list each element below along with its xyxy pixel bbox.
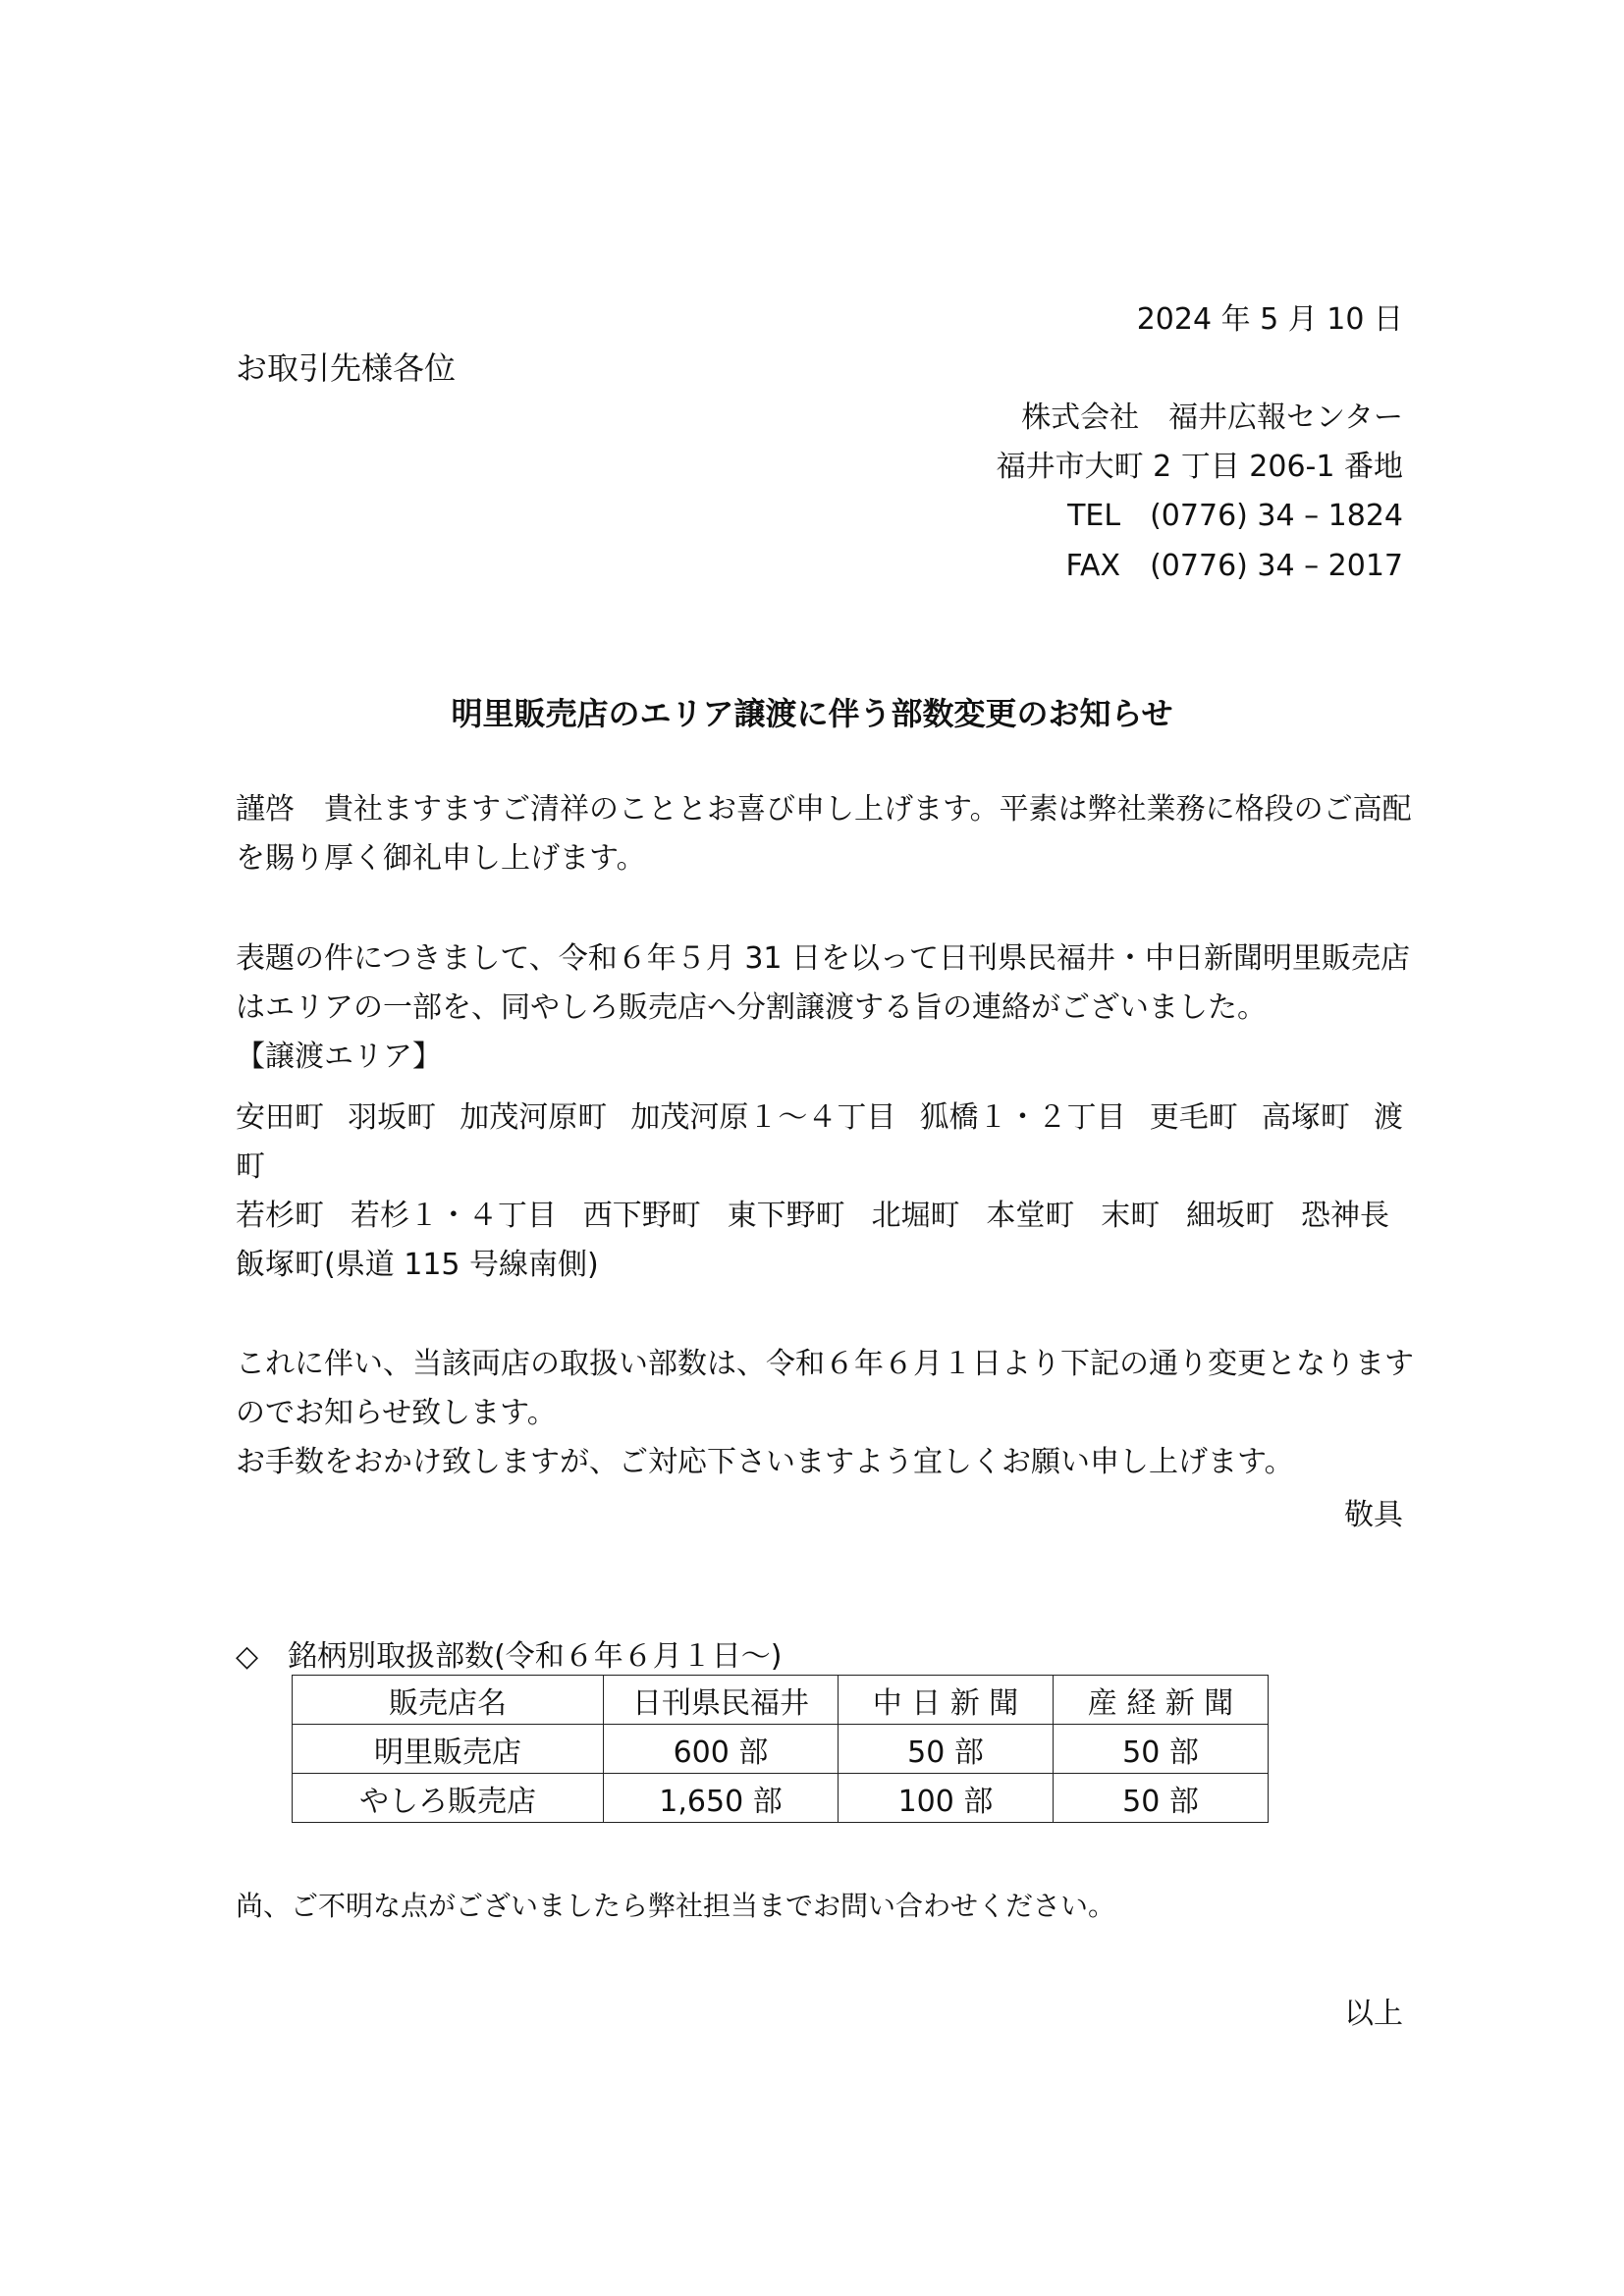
area-item: 更毛町 <box>1149 1100 1238 1135</box>
table-cell-value: 50 部 <box>1054 1774 1269 1823</box>
area-list-row-3: 飯塚町(県道 115 号線南側) <box>236 1248 599 1282</box>
area-item: 羽坂町 <box>348 1100 437 1135</box>
area-item: 若杉町 <box>236 1199 324 1233</box>
sender-company: 株式会社 福井広報センター <box>1021 400 1403 435</box>
change-line-3: お手数をおかけ致しますが、ご対応下さいますよう宜しくお願い申し上げます。 <box>236 1445 1294 1479</box>
table-header-cell: 中 日 新 聞 <box>839 1676 1054 1725</box>
area-item: 東下野町 <box>727 1199 845 1233</box>
area-list-row-2 <box>236 1191 1389 1234</box>
table-cell-value: 1,650 部 <box>604 1774 839 1823</box>
footer-note: 尚、ご不明な点がございましたら弊社担当までお問い合わせください。 <box>236 1890 1116 1922</box>
table-cell-value: 100 部 <box>839 1774 1054 1823</box>
area-list-row-1 <box>236 1093 1403 1136</box>
area-list-row-1-wrap: 町 <box>236 1149 265 1184</box>
table-header-cell: 日刊県民福井 <box>604 1676 839 1725</box>
area-item: 加茂河原１～４丁目 <box>630 1100 896 1135</box>
area-item: 狐橋１・２丁目 <box>919 1100 1126 1135</box>
closing-ijou: 以上 <box>1344 1997 1403 2031</box>
area-item: 安田町 <box>236 1100 324 1135</box>
greeting-line-1: 謹啓 貴社ますますご清祥のこととお喜び申し上げます。平素は弊社業務に格段のご高配 <box>236 792 1412 827</box>
notice-line-2: はエリアの一部を、同やしろ販売店へ分割譲渡する旨の連絡がございました。 <box>236 990 1267 1025</box>
greeting-line-2: を賜り厚く御礼申し上げます。 <box>236 841 646 876</box>
table-cell-store: やしろ販売店 <box>293 1774 604 1823</box>
table-row <box>293 1774 1269 1823</box>
change-line-2: のでお知らせ致します。 <box>236 1396 557 1430</box>
table-cell-store: 明里販売店 <box>293 1725 604 1774</box>
addressee: お取引先様各位 <box>236 349 457 387</box>
table-caption: ◇ 銘柄別取扱部数(令和６年６月１日～) <box>236 1639 783 1674</box>
area-item: 渡 <box>1373 1100 1403 1135</box>
area-item: 細坂町 <box>1186 1199 1275 1233</box>
document-title: 明里販売店のエリア譲渡に伴う部数変更のお知らせ <box>451 695 1173 732</box>
sender-address: 福井市大町 2 丁目 206-1 番地 <box>996 450 1403 484</box>
table-header-cell: 販売店名 <box>293 1676 604 1725</box>
table-header-row <box>293 1676 1269 1725</box>
sender-fax: FAX (0776) 34 – 2017 <box>1065 549 1403 583</box>
change-line-1: これに伴い、当該両店の取扱い部数は、令和６年６月１日より下記の通り変更となります <box>236 1347 1414 1381</box>
table-cell-value: 50 部 <box>1054 1725 1269 1774</box>
area-item: 加茂河原町 <box>460 1100 608 1135</box>
area-item: 若杉１・４丁目 <box>350 1199 557 1233</box>
sender-tel: TEL (0776) 34 – 1824 <box>1067 499 1403 533</box>
area-item: 末町 <box>1101 1199 1161 1233</box>
table-header-cell: 産 経 新 聞 <box>1054 1676 1269 1725</box>
table-cell-value: 600 部 <box>604 1725 839 1774</box>
area-item: 恐神長 <box>1301 1199 1389 1233</box>
table-cell-value: 50 部 <box>839 1725 1054 1774</box>
area-item: 西下野町 <box>582 1199 701 1233</box>
area-heading: 【譲渡エリア】 <box>236 1040 442 1074</box>
area-item: 本堂町 <box>986 1199 1075 1233</box>
area-item: 高塚町 <box>1261 1100 1350 1135</box>
area-item: 北堀町 <box>871 1199 960 1233</box>
table-row <box>293 1725 1269 1774</box>
closing-keigu: 敬具 <box>1344 1498 1403 1532</box>
notice-line-1: 表題の件につきまして、令和６年５月 31 日を以って日刊県民福井・中日新聞明里販売店 <box>236 941 1411 976</box>
document-date: 2024 年 5 月 10 日 <box>1136 302 1403 337</box>
copies-table <box>292 1675 1269 1823</box>
